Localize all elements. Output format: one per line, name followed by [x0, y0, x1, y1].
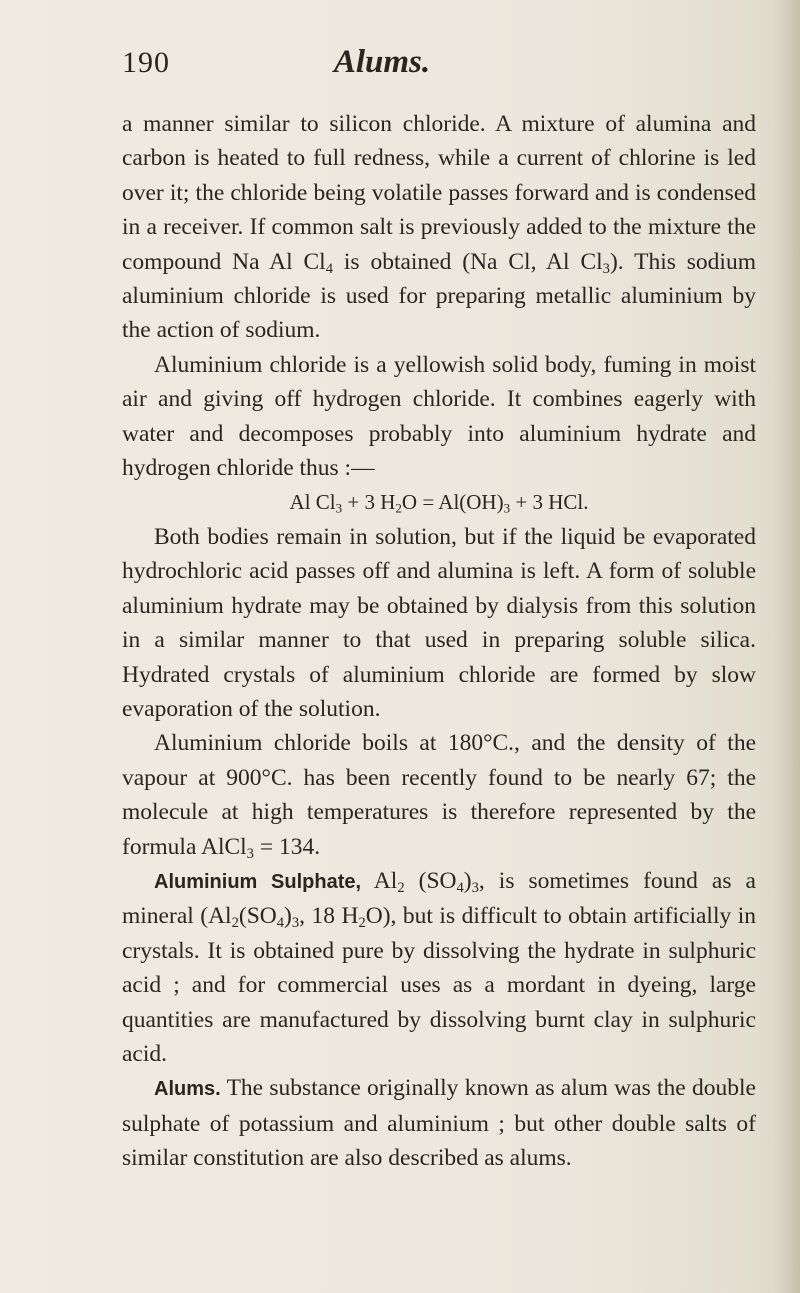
paragraph-3: Both bodies remain in solution, but if the liquid be evaporated hydrochloric acid passes off and alumina is left. A form of soluble aluminium hydrate may be obtained by dialysis from this solution in a similar manner to that used in preparing soluble silica. Hydrated crystals of aluminium chloride are formed by slow evaporation of the solution.	[122, 523, 756, 722]
page-header	[122, 46, 762, 96]
page-number: 190	[122, 46, 170, 79]
paragraph-2: Aluminium chloride is a yellowish solid body, fuming in moist air and giving off hydrogen chloride. It combines eagerly with water and decomposes probably into aluminium hydrate and hydrogen chloride thus :—	[122, 351, 756, 482]
section-heading-aluminium-sulphate: Aluminium Sulphate,	[154, 870, 362, 893]
section-heading-alums: Alums.	[154, 1078, 221, 1101]
running-head: Alums.	[333, 44, 431, 80]
chemical-equation: Al $Cl_3 + 3$ $H_2O = Al(OH)_3 + 3$ HCl.	[289, 490, 589, 517]
paragraph-1: a manner similar to silicon chloride. A mixture of alumina and carbon is heated to full redness, while a current of chlorine is led over it; the chloride being volatile passes forward and is condensed in a receiver. If common salt is previously added to the mixture the compound Na Al $Cl_4$ is obtained (Na Cl, Al $Cl_3$). This sodium aluminium chloride is used for preparing metallic aluminium by the action of sodium.	[122, 111, 756, 344]
paragraph-4: Aluminium chloride boils at 180°C., and the density of the vapour at 900°C. has been recently found to be nearly 67; the molecule at high temperatures is therefore represented by the formula AlCl$_3$ = 134.	[122, 730, 756, 862]
paragraph-aluminium-sulphate: Aluminium Sulphate, $Al_2$ $(SO_4)_3$, is sometimes found as a mineral ($Al_2(SO_4)_3$, 18 $H_2O$), but is difficult to obtain artificially in crystals. It is obtained pure by dissolving the hydrate in sulphuric acid ; and for commercial uses as a mordant in dyeing, large quantities are manufactured by dissolving burnt clay in sulphuric acid.	[122, 867, 756, 1067]
page-edge-shadow	[778, 0, 800, 1293]
body-text	[122, 107, 756, 1176]
paragraph-alums: Alums. The substance originally known as alum was the double sulphate of potassium and aluminium ; but other double salts of similar constitution are also described as alums.	[122, 1075, 756, 1172]
